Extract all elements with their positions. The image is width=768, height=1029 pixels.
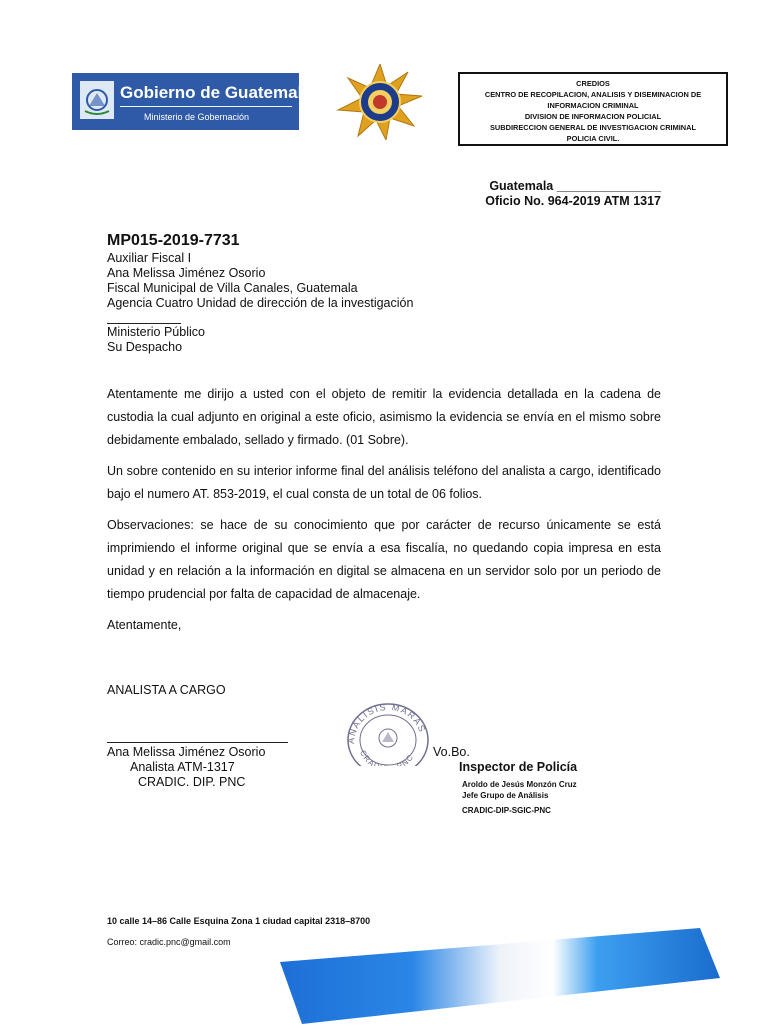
body-paragraph: Observaciones: se hace de su conocimiento que por carácter de recurso únicamente se está imprimiendo el informe original que se envía a esa fiscalía, no quedando copia impresa en esta unidad y en relación a la información en digital se almacena en un servidor solo por un periodo de tiempo prudencial por falta de capacidad de almacenaje. xyxy=(107,518,661,601)
body-paragraph: Un sobre contenido en su interior informe final del análisis teléfono del analista a cargo, identificado bajo el numero AT. 853-2019, el cual consta de un total de 06 folios. xyxy=(107,464,661,501)
signer-unit: CRADIC. DIP. PNC xyxy=(138,775,246,789)
police-badge-icon xyxy=(334,64,426,140)
ministry-name: Ministerio de Gobernación xyxy=(144,112,250,122)
divider-rule xyxy=(107,323,181,324)
inspector-name: Aroldo de Jesús Monzón Cruz xyxy=(462,780,577,789)
signature-line xyxy=(107,742,288,743)
credios-line: CREDIOS xyxy=(576,79,610,88)
case-number: MP015-2019-7731 xyxy=(107,232,240,249)
inspector-title: Inspector de Policía xyxy=(459,760,578,774)
decorative-band xyxy=(280,920,768,1024)
recipient-org: Ministerio Público xyxy=(107,325,205,339)
inspector-unit: CRADIC-DIP-SGIC-PNC xyxy=(462,806,551,815)
recipient-line: Fiscal Municipal de Villa Canales, Guatemala xyxy=(107,281,358,295)
body-paragraph: Atentamente me dirijo a usted con el objeto de remitir la evidencia detallada en la cadena de custodia la cual adjunto en original a este oficio, asimismo la evidencia se envía en el mismo sobre debidamente embalado, sellado y firmado. (01 Sobre). xyxy=(107,387,661,447)
credios-line: POLICIA CIVIL. xyxy=(566,134,620,143)
government-logo xyxy=(72,73,312,130)
recipient-line: Auxiliar Fiscal I xyxy=(107,251,192,265)
closing-text: Atentamente, xyxy=(107,618,182,632)
coat-of-arms-icon xyxy=(80,81,114,119)
credios-line: DIVISION DE INFORMACION POLICIAL xyxy=(524,112,662,121)
recipient-office: Su Despacho xyxy=(107,340,183,354)
recipient-line: Agencia Cuatro Unidad de dirección de la investigación xyxy=(107,296,414,310)
logo-divider xyxy=(120,106,292,107)
inspector-role: Jefe Grupo de Análisis xyxy=(462,791,549,800)
oficio-number: Oficio No. 964-2019 ATM 1317 xyxy=(485,194,661,208)
footer-email: Correo: cradic.pnc@gmail.com xyxy=(107,937,231,947)
credios-line: INFORMACION CRIMINAL xyxy=(547,101,639,110)
vobo-label: Vo.Bo. xyxy=(433,745,470,759)
credios-header-box xyxy=(458,72,728,146)
footer-address: 10 calle 14–86 Calle Esquina Zona 1 ciudad capital 2318–8700 xyxy=(107,916,371,926)
stamp-text: ANÁLISIS MARAS xyxy=(345,701,428,745)
government-name: Gobierno de Guatemala xyxy=(120,83,312,102)
signature-role: ANALISTA A CARGO xyxy=(107,683,226,697)
recipient-line: Ana Melissa Jiménez Osorio xyxy=(107,266,266,280)
signer-analyst-id: Analista ATM-1317 xyxy=(130,760,235,774)
svg-text:CRADIC · PNC xyxy=(358,749,415,766)
official-stamp-icon xyxy=(342,696,434,766)
place-date: Guatemala _______________ xyxy=(489,179,661,193)
credios-line: CENTRO DE RECOPILACION, ANALISIS Y DISEMINACION DE xyxy=(484,90,702,99)
credios-line: SUBDIRECCION GENERAL DE INVESTIGACION CRIMINAL xyxy=(490,123,696,132)
signer-name: Ana Melissa Jiménez Osorio xyxy=(107,745,266,759)
stamp-text: CRA PNC xyxy=(358,748,416,766)
